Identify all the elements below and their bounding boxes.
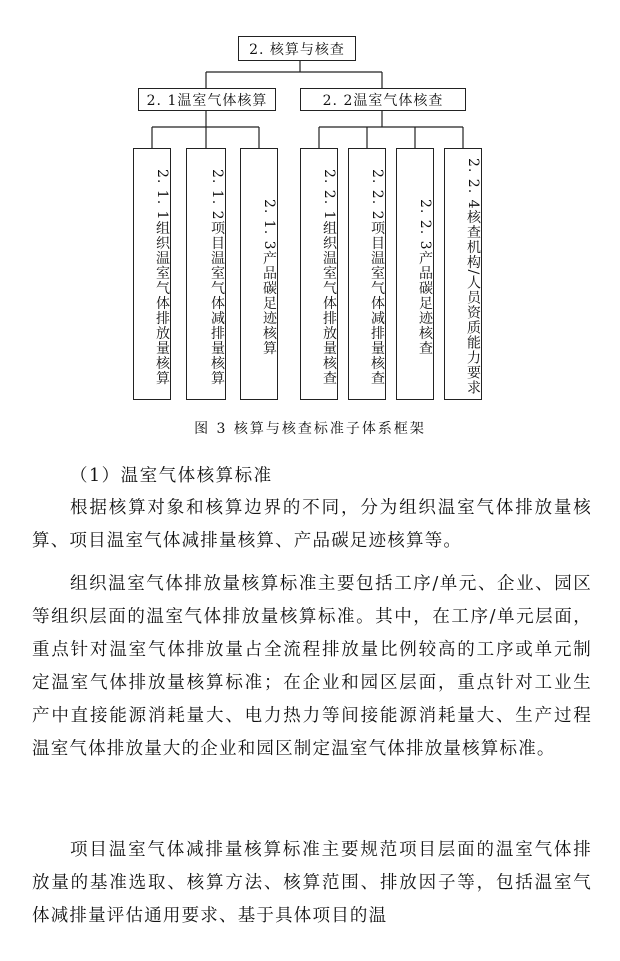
diagram-leaf-node: 2. 2. 3产品碳足迹核查 [396,148,434,400]
diagram-leaf-node: 2. 1. 2项目温室气体减排量核算 [186,148,226,400]
diagram-leaf-node: 2. 2. 2项目温室气体减排量核查 [348,148,386,400]
diagram-leaf-node: 2. 2. 1组织温室气体排放量核查 [300,148,338,400]
body-paragraph: 根据核算对象和核算边界的不同，分为组织温室气体排放量核算、项目温室气体减排量核算、产品碳足迹核算等。 [32,498,592,551]
diagram-leaf-node: 2. 1. 3产品碳足迹核算 [240,148,278,400]
diagram-group-node-verification: 2. 2温室气体核查 [300,88,466,111]
diagram-root-node: 2. 核算与核查 [238,36,356,61]
figure-caption: 图 3 核算与核查标准子体系框架 [194,421,426,437]
body-paragraph: 组织温室气体排放量核算标准主要包括工序/单元、企业、园区等组织层面的温室气体排放量核算标准。其中，在工序/单元层面，重点针对温室气体排放量占全流程排放量比例较高的工序或单元制定温室气体排放量核算标准；在企业和园区层面，重点针对工业生产中直接能源消耗量大、电力热力等间接能源消耗量大、生产过程温室气体排放量大的企业和园区制定温室气体排放量核算标准。 [32,574,592,759]
section-heading: （1）温室气体核算标准 [70,466,273,486]
body-paragraph: 项目温室气体减排量核算标准主要规范项目层面的温室气体排放量的基准选取、核算方法、核算范围、排放因子等，包括温室气体减排量评估通用要求、基于具体项目的温 [32,840,592,926]
diagram-leaf-node: 2. 1. 1组织温室气体排放量核算 [133,148,171,400]
diagram-leaf-node: 2. 2. 4核查机构/人员资质能力要求 [444,148,482,400]
diagram-group-node-accounting: 2. 1温室气体核算 [138,88,276,111]
